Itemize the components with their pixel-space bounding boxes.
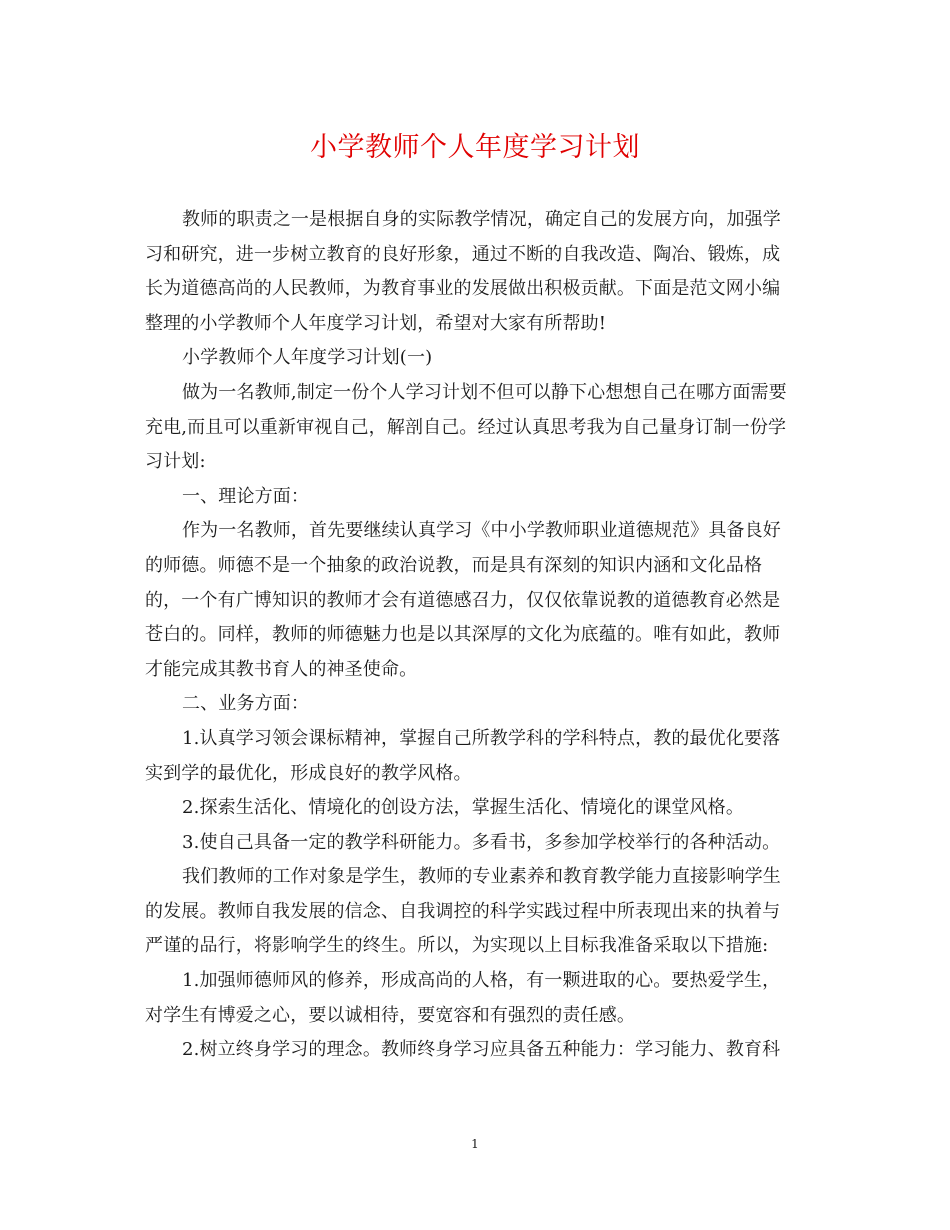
paragraph-line: 长为道德高尚的人民教师，为教育事业的发展做出积极贡献。下面是范文网小编 bbox=[145, 278, 781, 300]
list-item-line: 1.认真学习领会课标精神，掌握自己所教学科的学科特点，教的最优化要落 bbox=[182, 727, 781, 749]
paragraph-line: 充电,而且可以重新审视自己，解剖自己。经过认真思考我为自己量身订制一份学 bbox=[145, 416, 787, 438]
paragraph-line: 作为一名教师，首先要继续认真学习《中小学教师职业道德规范》具备良好 bbox=[182, 520, 781, 542]
paragraph-line: 才能完成其教书育人的神圣使命。 bbox=[145, 658, 418, 680]
paragraph-line: 的发展。教师自我发展的信念、自我调控的科学实践过程中所表现出来的执着与 bbox=[145, 900, 781, 922]
document-body bbox=[145, 203, 805, 1068]
paragraph-line: 的师德。师德不是一个抽象的政治说教，而是具有深刻的知识内涵和文化品格 bbox=[145, 554, 763, 576]
document-title: 小学教师个人年度学习计划 bbox=[310, 132, 640, 163]
list-item-line: 2.树立终身学习的理念。教师终身学习应具备五种能力：学习能力、教育科 bbox=[182, 1039, 781, 1061]
list-item-line: 1.加强师德师风的修养，形成高尚的人格，有一颗进取的心。要热爱学生， bbox=[182, 970, 781, 992]
paragraph-line: 我们教师的工作对象是学生，教师的专业素养和教育教学能力直接影响学生 bbox=[182, 866, 781, 888]
paragraph-line: 严谨的品行，将影响学生的终生。所以，为实现以上目标我准备采取以下措施: bbox=[145, 935, 769, 957]
paragraph-line: 习和研究，进一步树立教育的良好形象，通过不断的自我改造、陶冶、锻炼，成 bbox=[145, 243, 781, 265]
paragraph-line: 习计划: bbox=[145, 451, 206, 473]
paragraph-line: 做为一名教师,制定一份个人学习计划不但可以静下心想想自己在哪方面需要 bbox=[182, 381, 787, 403]
section-heading: 小学教师个人年度学习计划(一) bbox=[182, 347, 433, 369]
list-item-line: 2.探索生活化、情境化的创设方法，掌握生活化、情境化的课堂风格。 bbox=[182, 797, 744, 819]
page-number: 1 bbox=[471, 1137, 479, 1151]
paragraph-line: 苍白的。同样，教师的师德魅力也是以其深厚的文化为底蕴的。唯有如此，教师 bbox=[145, 624, 781, 646]
section-heading: 一、理论方面： bbox=[182, 485, 310, 507]
list-item-line: 实到学的最优化，形成良好的教学风格。 bbox=[145, 762, 472, 784]
paragraph-line: 的，一个有广博知识的教师才会有道德感召力，仅仅依靠说教的道德教育必然是 bbox=[145, 589, 781, 611]
list-item-line: 对学生有博爱之心，要以诚相待，要宽容和有强烈的责任感。 bbox=[145, 1004, 636, 1026]
paragraph-line: 整理的小学教师个人年度学习计划，希望对大家有所帮助! bbox=[145, 312, 607, 334]
section-heading: 二、业务方面： bbox=[182, 693, 310, 715]
list-item-line: 3.使自己具备一定的教学科研能力。多看书，多参加学校举行的各种活动。 bbox=[182, 831, 781, 853]
paragraph-line: 教师的职责之一是根据自身的实际教学情况，确定自己的发展方向，加强学 bbox=[182, 209, 781, 230]
